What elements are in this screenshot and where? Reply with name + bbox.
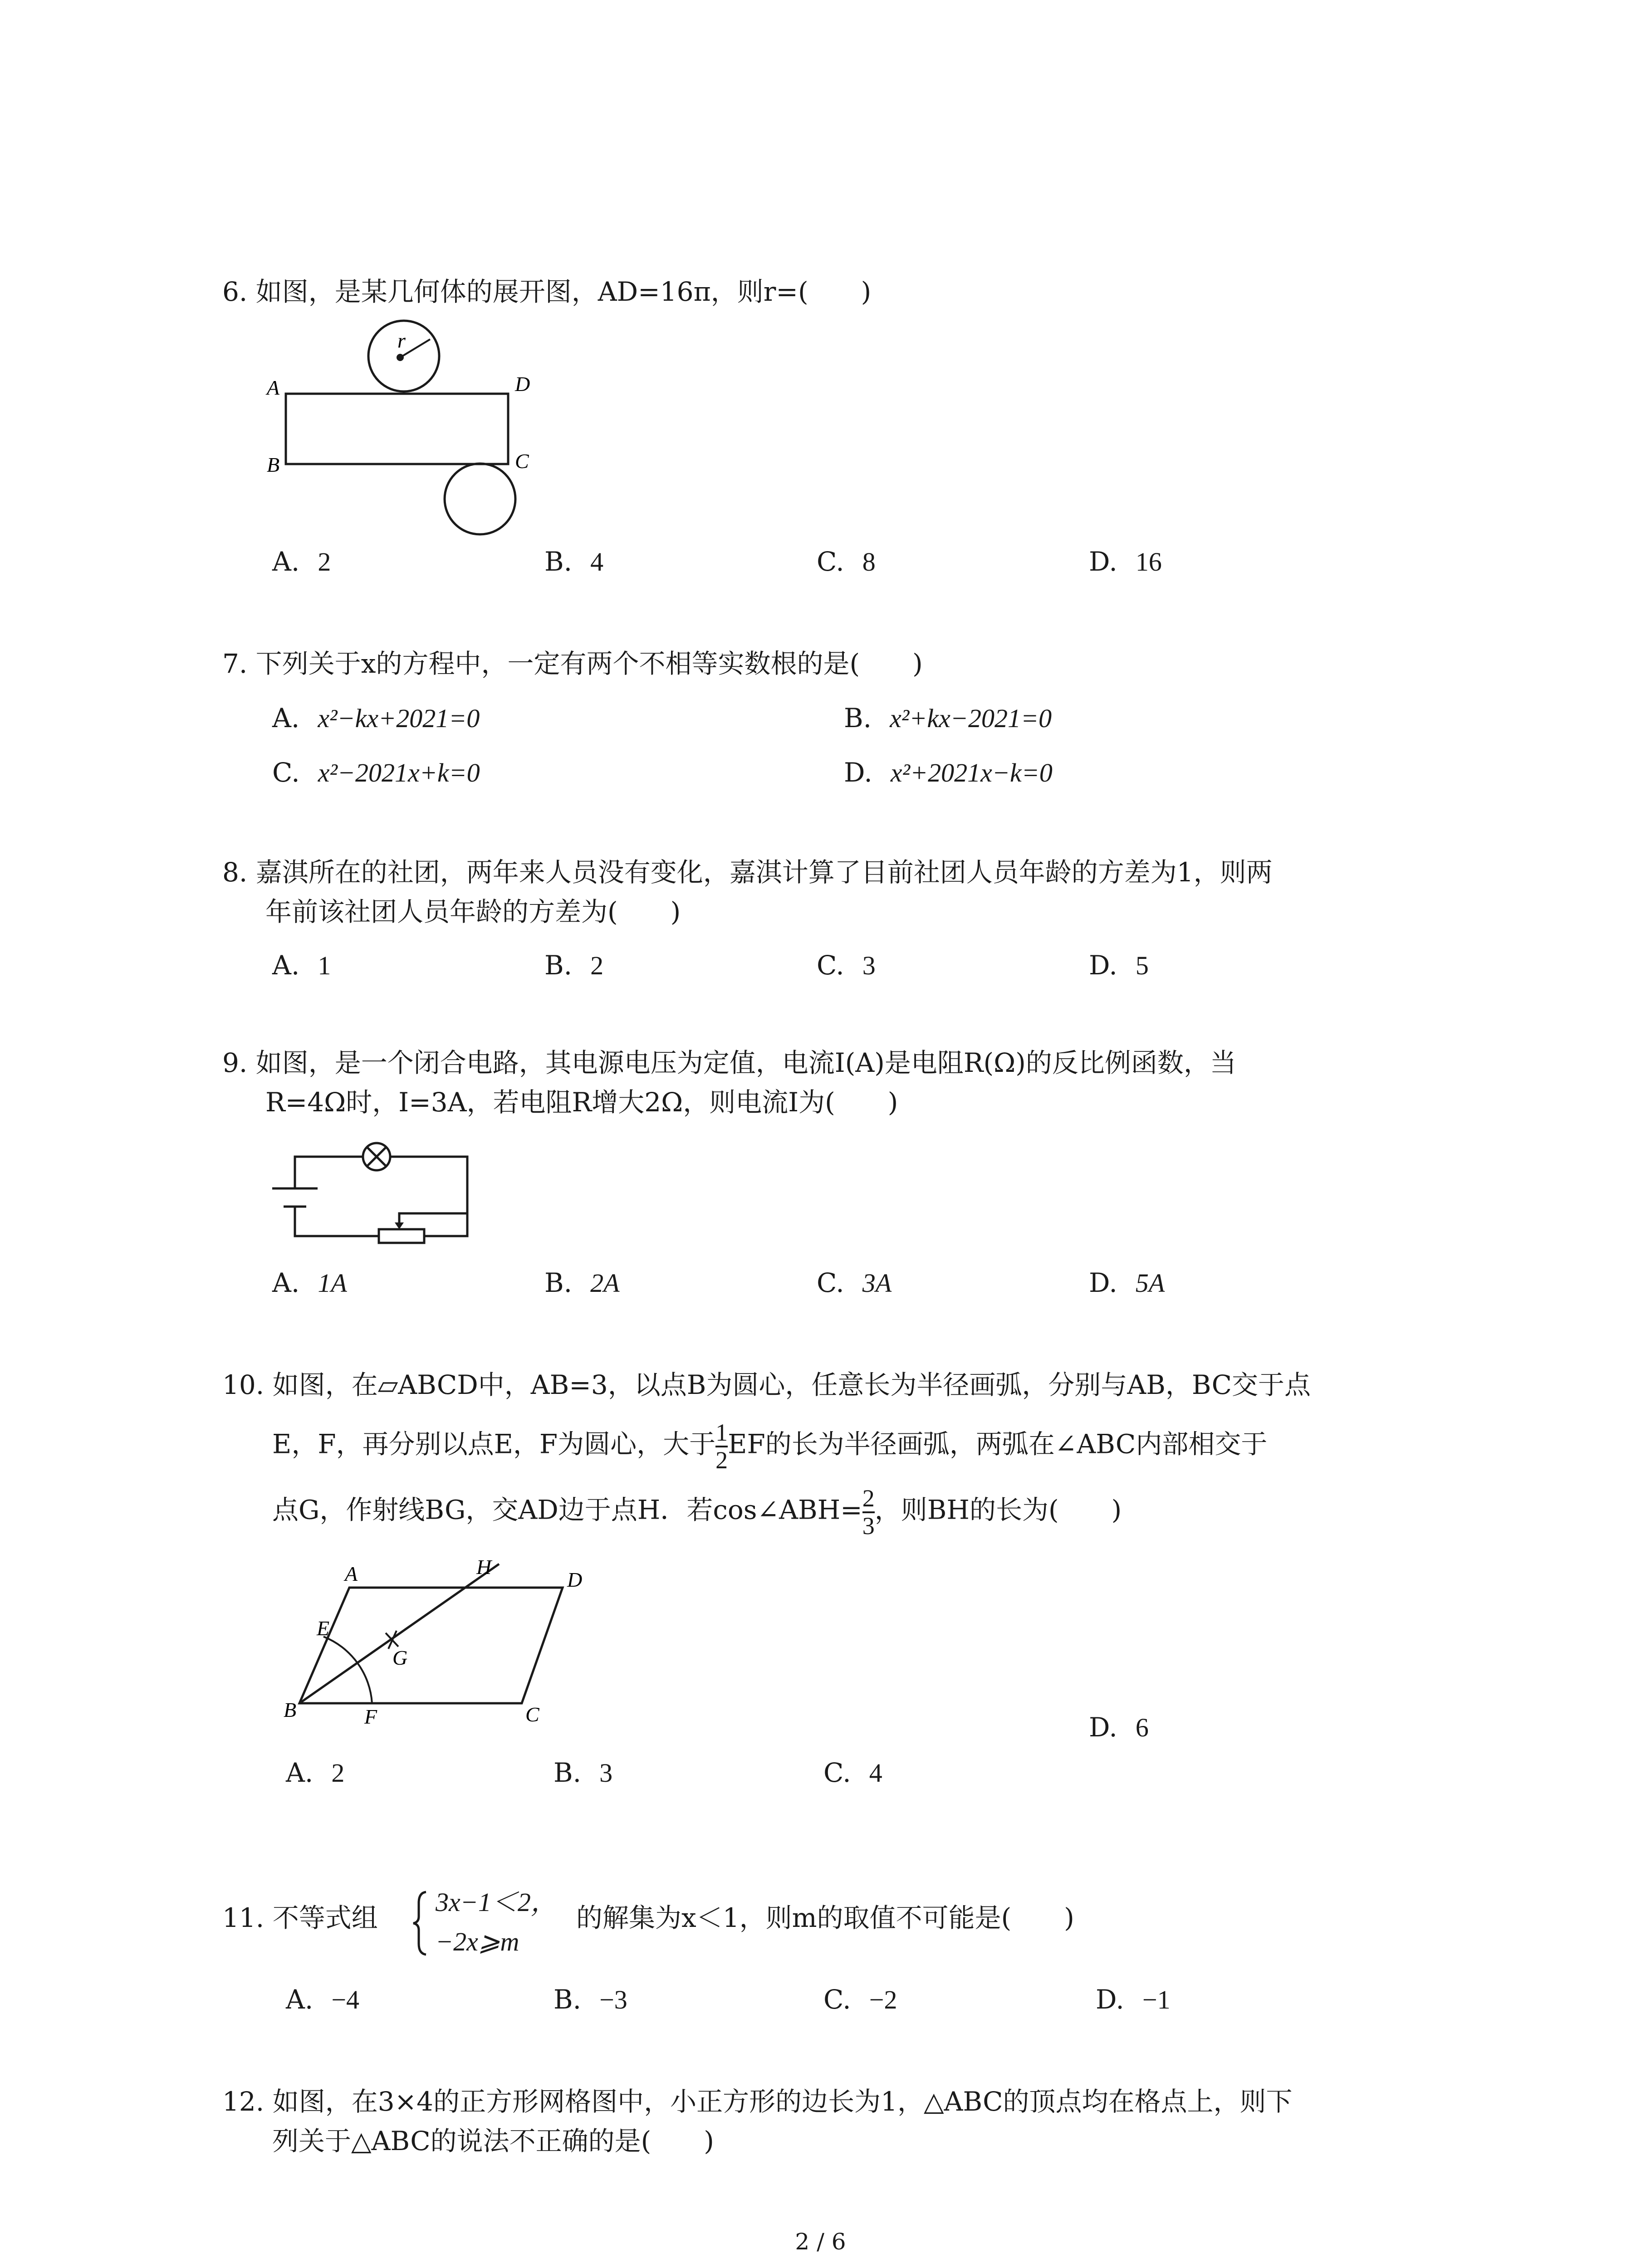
option-a[interactable]: A. 2 [272, 546, 331, 577]
bottom-circle [445, 464, 515, 534]
question-7 [222, 644, 1465, 684]
option-d[interactable]: D. −1 [1096, 1984, 1171, 2015]
question-text-cont: 年前该社团人员年龄的方差为( ) [265, 896, 681, 927]
question-6 [222, 272, 1465, 312]
option-a[interactable]: A. x²−kx+2021=0 [272, 703, 480, 733]
question-text: 的解集为x＜1，则m的取值不可能是( ) [576, 1902, 1074, 1933]
question-9 [222, 1043, 1465, 1122]
label-A: A [267, 376, 280, 399]
question-text: 如图，在3×4的正方形网格图中，小正方形的边长为1，△ABC的顶点均在格点上，则下 [272, 2086, 1293, 2117]
option-b[interactable]: B. 3 [554, 1757, 613, 1788]
label-B: B [267, 453, 280, 476]
question-number: 8. [222, 857, 248, 888]
option-a[interactable]: A. 1 [272, 950, 331, 981]
question-number: 9. [222, 1047, 248, 1078]
option-a[interactable]: A. 1A [272, 1267, 347, 1298]
label-E: E [317, 1617, 330, 1640]
q8-options [272, 946, 1406, 987]
question-number: 7. [222, 648, 248, 679]
label-C: C [525, 1703, 539, 1726]
question-text: 嘉淇所在的社团，两年来人员没有变化，嘉淇计算了目前社团人员年龄的方差为1，则两 [255, 857, 1273, 888]
option-c[interactable]: C. x²−2021x+k=0 [272, 757, 480, 788]
page-number: 2 / 6 [795, 2229, 846, 2255]
inequality-2: −2x⩾m [436, 1927, 519, 1956]
question-8 [222, 853, 1465, 932]
q6-net-figure [263, 318, 581, 553]
question-number: 11. [222, 1902, 265, 1933]
option-d[interactable]: D. 6 [1089, 1712, 1149, 1743]
label-C: C [515, 450, 529, 473]
wire [295, 1157, 363, 1188]
option-c[interactable]: C. 3A [817, 1267, 892, 1298]
label-D: D [515, 372, 530, 396]
option-d[interactable]: D. 5 [1089, 950, 1149, 981]
question-text: 不等式组 [272, 1902, 378, 1933]
q10-options [272, 1708, 1406, 1799]
option-d[interactable]: D. 5A [1089, 1267, 1165, 1298]
label-F: F [364, 1705, 377, 1728]
option-c[interactable]: C. 3 [817, 950, 876, 981]
question-text-cont: 列关于△ABC的说法不正确的是( ) [272, 2126, 714, 2156]
question-12 [222, 2082, 1465, 2161]
option-c[interactable]: C. −2 [823, 1984, 897, 2015]
question-10 [222, 1365, 1465, 1405]
option-b[interactable]: B. 4 [544, 546, 604, 577]
option-a[interactable]: A. 2 [286, 1757, 345, 1788]
question-text: 如图，是某几何体的展开图，AD=16π，则r=( ) [255, 276, 872, 307]
question-10-line2: E，F，再分别以点E，F为圆心，大于 $\frac{1}{2}$ EF的长为半径画弧，两弧在∠ABC内部相交于 [272, 1419, 1268, 1474]
question-11-post [576, 1898, 1438, 1938]
q9-circuit-figure [268, 1134, 485, 1284]
option-d[interactable]: D. x²+2021x−k=0 [844, 757, 1053, 788]
left-brace-icon [411, 1889, 429, 1957]
question-text: 如图，是一个闭合电路，其电源电压为定值，电流I(A)是电阻R(Ω)的反比例函数，当 [255, 1047, 1236, 1078]
q11-options [272, 1980, 1406, 2021]
option-b[interactable]: B. −3 [554, 1984, 627, 2015]
option-b[interactable]: B. 2A [544, 1267, 620, 1298]
lateral-rect [286, 394, 508, 464]
option-c[interactable]: C. 4 [823, 1757, 882, 1788]
question-number: 6. [222, 276, 248, 307]
wire [295, 1207, 379, 1236]
label-A: A [345, 1562, 358, 1585]
fraction-half: $\frac{1}{2}$ [715, 1419, 728, 1474]
question-10-line3: 点G，作射线BG，交AD边于点H．若cos∠ABH= $\frac{2}{3}$ ，则BH的长为( ) [272, 1485, 1122, 1540]
q7-options [272, 699, 1406, 803]
slider-arrow [399, 1213, 467, 1227]
label-G: G [392, 1646, 408, 1669]
label-B: B [284, 1698, 297, 1721]
option-c[interactable]: C. 8 [817, 546, 876, 577]
label-H: H [476, 1555, 492, 1579]
question-number: 10. [222, 1369, 265, 1400]
question-number: 12. [222, 2086, 265, 2117]
rheostat [379, 1229, 424, 1243]
label-D: D [567, 1568, 583, 1591]
option-d[interactable]: D. 16 [1089, 546, 1162, 577]
question-text-cont: R=4Ω时，I=3A，若电阻R增大2Ω，则电流I为( ) [265, 1087, 898, 1118]
option-a[interactable]: A. −4 [286, 1984, 360, 2015]
q9-options [272, 1263, 1406, 1304]
question-text: 如图，在▱ABCD中，AB=3，以点B为圆心，任意长为半径画弧，分别与AB，BC交于点 [272, 1369, 1311, 1400]
q6-options [272, 542, 1406, 583]
inequality-1: 3x−1＜2， [436, 1887, 557, 1917]
fraction-two-thirds: $\frac{2}{3}$ [862, 1485, 875, 1540]
label-r: r [397, 329, 406, 352]
option-b[interactable]: B. 2 [544, 950, 604, 981]
question-text: 下列关于x的方程中，一定有两个不相等实数根的是( ) [255, 648, 923, 679]
option-b[interactable]: B. x²+kx−2021=0 [844, 703, 1052, 733]
q10-parallelogram-figure [277, 1556, 603, 1728]
